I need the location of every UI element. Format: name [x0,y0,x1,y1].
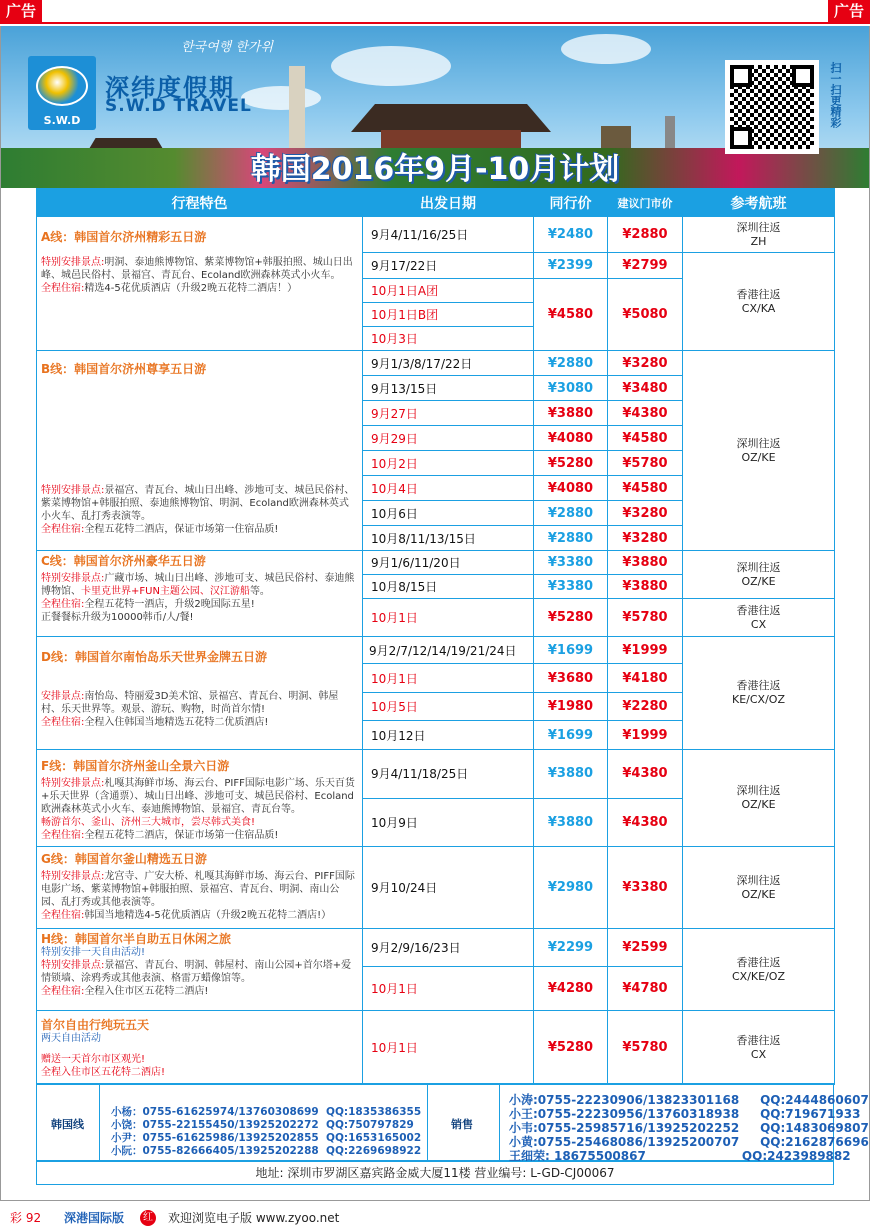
line-h-features: H线：韩国首尔半自助五日休闲之旅 特别安排一天自由活动! 特别安排景点:景福宫、青瓦台、明洞、韩屋村、南山公园+首尔塔+爱情锁墙、涂鸦秀或其他表演、格雷万蜡像馆等。 全程住宿:全程入住市区五花特二酒店! [37,929,363,1011]
line-d-features: D线：韩国首尔南怡岛乐天世界金牌五日游 安排景点:南怡岛、特丽爱3D美术馆、景福宫、青瓦台、明洞、韩屋村、乐天世界等。观景、游玩、购物，时尚首尔情! 全程住宿:全程入住韩国当地精选五花特二优质酒店! [37,637,363,750]
retail-price: ¥2880 [608,217,683,253]
line-name: 首尔自由行纯玩五天 [41,1018,150,1032]
retail-price: ¥4580 [608,426,683,451]
contact-line: 小饶：0755-22155450/13925202272 QQ:750797829 [111,1119,414,1131]
footer [0,1206,870,1230]
header-features: 行程特色 [37,189,363,217]
trade-price: ¥2480 [534,217,608,253]
page-number: 彩 92 [10,1211,42,1225]
depart-date: 10月8/15日 [363,575,534,599]
retail-price: ¥3280 [608,351,683,376]
line-c-features: C线：韩国首尔济州豪华五日游 特别安排景点:广藏市场、城山日出峰、涉地可支、城邑民俗村、泰迪熊博物馆、卡里克世界+FUN主题公园、汉江游船等。 全程住宿:全程五花特一酒店，升级2晚国际五星! 正餐餐标升级为10000韩币/人/餐! [37,551,363,637]
flight-info: 香港往返 CX/KE/OZ [683,929,835,1011]
retail-price: ¥3480 [608,376,683,401]
line-label: 韩国线 [51,1118,84,1131]
retail-price: ¥3280 [608,501,683,526]
slogan: 한국여행 한가위 [181,40,274,55]
depart-date: 9月4/11/18/25日 [363,750,534,799]
retail-price: ¥4380 [608,750,683,799]
table-row [37,847,835,929]
banner [1,26,869,188]
line-name: C线：韩国首尔济州豪华五日游 [41,554,206,568]
depart-date: 10月8/11/13/15日 [363,526,534,551]
header-trade-price: 同行价 [534,189,608,217]
edition-name: 深港国际版 [64,1211,125,1225]
trade-price: ¥2399 [534,253,608,279]
trade-price: ¥2880 [534,351,608,376]
table-header [37,189,835,217]
trade-price: ¥3080 [534,376,608,401]
retail-price: ¥1999 [608,721,683,750]
depart-date: 9月4/11/16/25日 [363,217,534,253]
flight-info: 深圳往返 OZ/KE [683,847,835,929]
depart-date: 9月2/9/16/23日 [363,929,534,967]
flight-info: 香港往返 CX [683,1011,835,1085]
retail-price: ¥1999 [608,637,683,664]
retail-price: ¥4180 [608,664,683,693]
palace-image [351,104,551,132]
ad-label-left: 广告 [0,0,42,22]
flight-info: 深圳往返 OZ/KE [683,750,835,847]
depart-date: 9月17/22日 [363,253,534,279]
trade-price: ¥4580 [534,279,608,351]
trade-price: ¥2880 [534,526,608,551]
depart-date: 9月10/24日 [363,847,534,929]
retail-price: ¥3880 [608,575,683,599]
free-travel-features: 首尔自由行纯玩五天 两天自由活动 赠送一天首尔市区观光! 全程入住市区五花特二酒店! [37,1011,363,1085]
table-row [37,351,835,376]
logo-text: S.W.D [43,114,81,127]
retail-price: ¥4380 [608,401,683,426]
trade-price: ¥4080 [534,426,608,451]
trade-price: ¥2299 [534,929,608,967]
header-dates: 出发日期 [363,189,534,217]
depart-date: 10月1日 [363,967,534,1011]
trade-price: ¥4280 [534,967,608,1011]
depart-date: 10月1日A团 [363,279,534,303]
depart-date: 10月5日 [363,693,534,721]
flight-info: 香港往返 CX [683,599,835,637]
depart-date: 10月4日 [363,476,534,501]
table-row [37,217,835,253]
trade-price: ¥3880 [534,401,608,426]
contact-line: 小涛:0755-22230906/13823301168 QQ:2444860607 [509,1093,869,1107]
depart-date: 10月3日 [363,327,534,351]
flight-info: 香港往返 KE/CX/OZ [683,637,835,750]
depart-date: 9月1/3/8/17/22日 [363,351,534,376]
trade-price: ¥5280 [534,599,608,637]
retail-price: ¥3380 [608,847,683,929]
depart-date: 10月1日 [363,664,534,693]
retail-price: ¥2280 [608,693,683,721]
contact-line: 小杨：0755-61625974/13760308699 QQ:1835386355 [111,1106,422,1118]
line-name: H线：韩国首尔半自助五日休闲之旅 [41,932,232,946]
trade-price: ¥1699 [534,637,608,664]
retail-price: ¥4380 [608,798,683,847]
line-f-features: F线：韩国首尔济州釜山全景六日游 特别安排景点:札嘎其海鲜市场、海云台、PIFF国际电影广场、乐天百货+乐天世界（含通票）、城山日出峰、涉地可支、城邑民俗村、Ecoland欧洲森林英式小火车、泰迪熊博物馆、景福宫、青瓦台等。 畅游首尔、釜山、济州三大城市，尝尽韩式美食! 全程住宿:全程五花特二酒店，保证市场第一住宿品质! [37,750,363,847]
depart-date: 10月9日 [363,798,534,847]
header-retail-price: 建议门市价 [608,189,683,217]
contact-line: 小阮：0755-82666405/13925202288 QQ:2269698922 [111,1145,422,1157]
globe-icon [36,66,88,106]
trade-price: ¥2980 [534,847,608,929]
qr-caption: 扫一扫更精彩 [829,62,842,128]
retail-price: ¥2599 [608,929,683,967]
flight-info: 深圳往返 ZH [683,217,835,253]
depart-date: 10月1日 [363,1011,534,1085]
brand-name-cn: 深纬度假期 [105,74,235,102]
table-row [37,929,835,967]
retail-price: ¥5780 [608,451,683,476]
contact-line: 小黄:0755-25468086/13925200707 QQ:2162876696 [509,1135,869,1149]
trade-price: ¥1699 [534,721,608,750]
depart-date: 9月27日 [363,401,534,426]
trade-price: ¥3680 [534,664,608,693]
line-b-features: B线：韩国首尔济州尊享五日游 特别安排景点:景福宫、青瓦台、城山日出峰、涉地可支、城邑民俗村、紫菜博物馆+韩服拍照、泰迪熊博物馆、明洞、Ecoland欧洲森林英式小火车、乱打秀表演等。 全程住宿:全程五花特二酒店，保证市场第一住宿品质! [37,351,363,551]
depart-date: 10月12日 [363,721,534,750]
address: 地址: 深圳市罗湖区嘉宾路金威大厦11楼 营业编号: L-GD-CJ00067 [36,1161,834,1185]
trade-price: ¥3880 [534,798,608,847]
ad-label-right: 广告 [828,0,870,22]
trade-price: ¥3380 [534,551,608,575]
depart-date: 9月2/7/12/14/19/21/24日 [363,637,534,664]
retail-price: ¥4580 [608,476,683,501]
website-link[interactable]: 欢迎浏览电子版 www.zyoo.net [168,1211,340,1225]
depart-date: 10月1日 [363,599,534,637]
flight-info: 香港往返 CX/KA [683,253,835,351]
line-name: A线：韩国首尔济州精彩五日游 [41,230,207,244]
header-flights: 参考航班 [683,189,835,217]
line-name: B线：韩国首尔济州尊享五日游 [41,362,207,376]
trade-price: ¥3380 [534,575,608,599]
contact-box [36,1083,869,1163]
retail-price: ¥4780 [608,967,683,1011]
trade-price: ¥2880 [534,501,608,526]
brand-name-en: S.W.D TRAVEL [105,96,252,116]
retail-price: ¥5780 [608,1011,683,1085]
depart-date: 10月1日B团 [363,303,534,327]
table-row [37,1011,835,1085]
flight-info: 深圳往返 OZ/KE [683,351,835,551]
retail-price: ¥3880 [608,551,683,575]
depart-date: 9月13/15日 [363,376,534,401]
logo [28,56,96,130]
line-g-features: G线：韩国首尔釜山精选五日游 特别安排景点:龙宫寺、广安大桥、札嘎其海鲜市场、海云台、PIFF国际电影广场、紫菜博物馆+韩服拍照、景福宫、青瓦台、明洞、南山公园、乱打秀或其他表演等。 全程住宿:韩国当地精选4-5花优质酒店（升级2晚五花特二酒店!） [37,847,363,929]
contact-line: 王细荣: 18675500867 QQ:2423989882 [509,1149,851,1163]
line-name: F线：韩国首尔济州釜山全景六日游 [41,759,230,773]
trade-price: ¥4080 [534,476,608,501]
sales-label: 销售 [451,1118,473,1131]
contact-line: 小王:0755-22230956/13760318938 QQ:719671933 [509,1107,861,1121]
itinerary-table [36,188,835,1085]
depart-date: 10月2日 [363,451,534,476]
retail-price: ¥2799 [608,253,683,279]
line-name: G线：韩国首尔釜山精选五日游 [41,852,207,866]
depart-date: 9月1/6/11/20日 [363,551,534,575]
page-title: 韩国2016年9月-10月计划 [250,152,620,187]
table-row [37,637,835,664]
line-name: D线：韩国首尔南怡岛乐天世界金牌五日游 [41,650,267,664]
top-rule [0,22,870,24]
flight-info: 深圳往返 OZ/KE [683,551,835,599]
trade-price: ¥3880 [534,750,608,799]
depart-date: 9月29日 [363,426,534,451]
trade-price: ¥5280 [534,451,608,476]
depart-date: 10月6日 [363,501,534,526]
trade-price: ¥5280 [534,1011,608,1085]
table-row [37,750,835,799]
contact-line: 小尹：0755-61625986/13925202855 QQ:1653165002 [111,1132,422,1144]
qr-code[interactable] [725,60,819,154]
line-a-features: A线：韩国首尔济州精彩五日游 特别安排景点:明洞、泰迪熊博物馆、紫菜博物馆+韩服拍照、城山日出峰、城邑民俗村、景福宫、青瓦台、Ecoland欧洲森林英式小火车。 全程住宿:精选4-5花优质酒店（升级2晚五花特二酒店！） [37,217,363,351]
trade-price: ¥1980 [534,693,608,721]
retail-price: ¥5780 [608,599,683,637]
contact-line: 小韦:0755-25985716/13925202252 QQ:1483069807 [509,1121,869,1135]
table-row [37,551,835,575]
pagoda-image [289,66,305,156]
retail-price: ¥3280 [608,526,683,551]
retail-price: ¥5080 [608,279,683,351]
edition-badge: 红 [140,1210,156,1226]
